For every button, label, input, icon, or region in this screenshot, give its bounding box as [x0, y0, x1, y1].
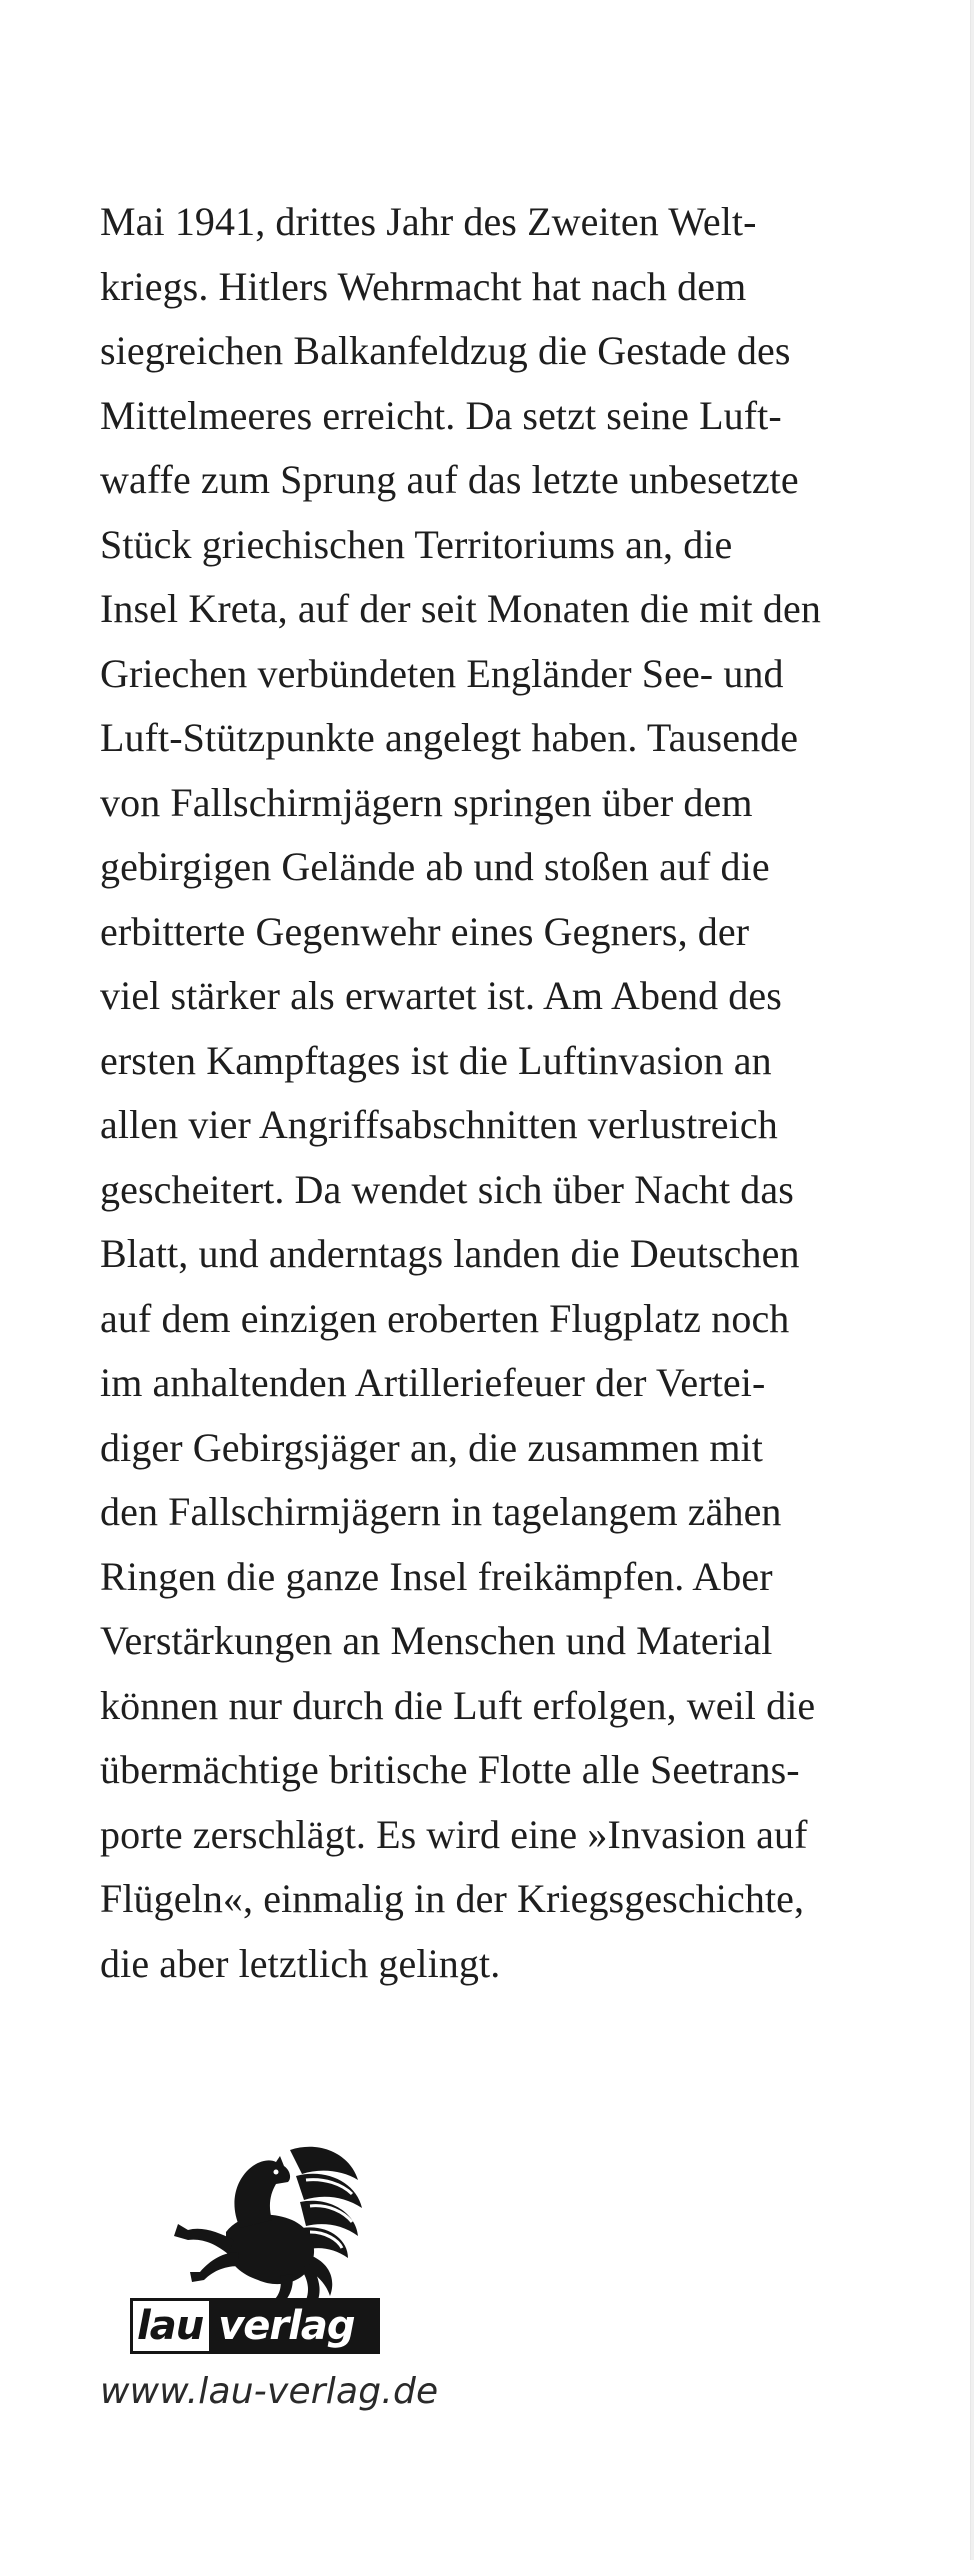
- publisher-logo: [130, 2140, 380, 2360]
- blurb-line: übermächtige britische Flotte alle Seetrans-: [100, 1747, 800, 1792]
- page-edge: [970, 0, 974, 2560]
- blurb-line: Stück griechischen Territoriums an, die: [100, 521, 733, 567]
- blurb-line: porte zerschlägt. Es wird eine »Invasion auf: [100, 1811, 808, 1857]
- blurb-line: Griechen verbündeten Engländer See- und: [100, 650, 784, 696]
- blurb-line: waffe zum Sprung auf das letzte unbesetzte: [100, 457, 799, 502]
- blurb-line: im anhaltenden Artilleriefeuer der Vertei-: [100, 1360, 766, 1405]
- blurb-line: Insel Kreta, auf der seit Monaten die mit den: [100, 586, 821, 631]
- blurb-line: siegreichen Balkanfeldzug die Gestade des: [100, 328, 791, 373]
- blurb-line: können nur durch die Luft erfolgen, weil die: [100, 1682, 816, 1728]
- blurb-line: Mittelmeeres erreicht. Da setzt seine Luft-: [100, 392, 782, 438]
- blurb-line: kriegs. Hitlers Wehrmacht hat nach dem: [100, 263, 747, 309]
- blurb-line: Luft-Stützpunkte angelegt haben. Tausende: [100, 715, 799, 760]
- blurb-line: ersten Kampftages ist die Luftinvasion an: [100, 1037, 772, 1083]
- blurb-text: [100, 190, 900, 1996]
- blurb-line: Flügeln«, einmalig in der Kriegsgeschichte,: [100, 1876, 805, 1921]
- blurb-line: Blatt, und anderntags landen die Deutschen: [100, 1231, 800, 1276]
- wordmark-lau: lau: [130, 2298, 212, 2354]
- blurb-line: auf dem einzigen eroberten Flugplatz noch: [100, 1295, 790, 1341]
- blurb-line: viel stärker als erwartet ist. Am Abend des: [100, 973, 782, 1018]
- blurb-line: Ringen die ganze Insel freikämpfen. Aber: [100, 1553, 773, 1599]
- blurb-line: Mai 1941, drittes Jahr des Zweiten Welt-: [100, 199, 757, 244]
- blurb-line: von Fallschirmjägern springen über dem: [100, 779, 753, 825]
- blurb-line: gescheitert. Da wendet sich über Nacht das: [100, 1166, 794, 1212]
- blurb-line: allen vier Angriffsabschnitten verlustreich: [100, 1102, 778, 1147]
- blurb-line: die aber letztlich gelingt.: [100, 1940, 501, 1986]
- blurb-line: gebirgigen Gelände ab und stoßen auf die: [100, 844, 770, 889]
- blurb-line: erbitterte Gegenwehr eines Gegners, der: [100, 908, 750, 954]
- blurb-line: den Fallschirmjägern in tagelangem zähen: [100, 1489, 782, 1534]
- blurb-line: Verstärkungen an Menschen und Material: [100, 1618, 773, 1663]
- blurb-line: diger Gebirgsjäger an, die zusammen mit: [100, 1424, 763, 1470]
- winged-horse-icon: [130, 2140, 380, 2300]
- publisher-wordmark: [130, 2298, 380, 2354]
- wordmark-verlag: verlag: [212, 2298, 380, 2354]
- publisher-url[interactable]: www.lau-verlag.de: [100, 2371, 439, 2412]
